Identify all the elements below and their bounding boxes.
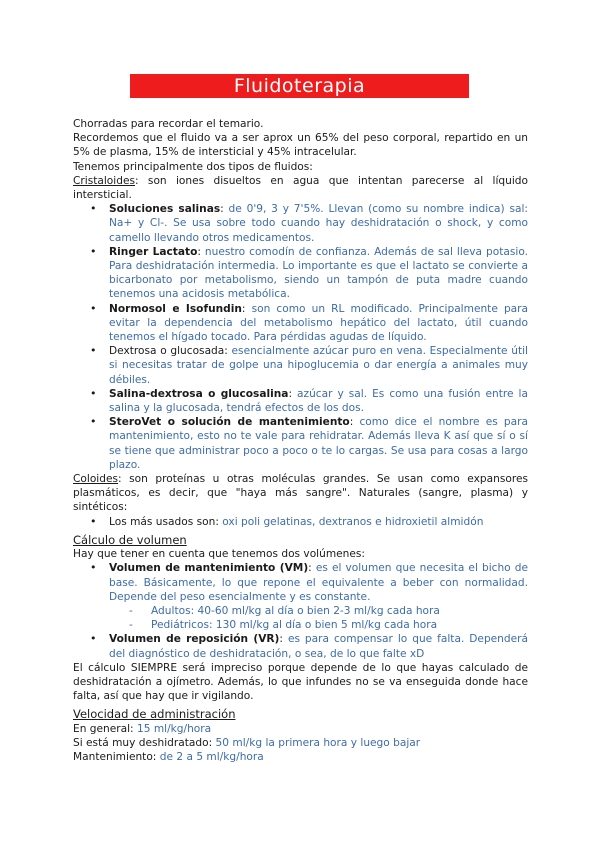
calculo-closing: El cálculo SIEMPRE será impreciso porque depende de lo que hayas calculado de deshidratación a ojímetro. Además, lo que infundes no se va enseguida donde hace falta, así que hay que ir vigilando. (73, 661, 528, 703)
item-name: Soluciones salinas (109, 203, 221, 216)
item-name: Ringer Lactato (109, 245, 198, 258)
intro-line: Recordemos que el fluido va a ser aprox un 65% del peso corporal, repartido en un 5% de plasma, 15% de intersticial y 45% intracelular. (73, 132, 528, 159)
volumes-list (73, 561, 528, 660)
sub-list-item: - Adultos: 40-60 ml/kg al día o bien 2-3 ml/kg cada hora (109, 604, 528, 618)
item-name: Volumen de mantenimiento (VM) (109, 562, 309, 575)
item-text: oxi poli gelatinas, dextranos e hidroxietil almidón (222, 515, 484, 528)
list-item (73, 515, 528, 529)
item-name: SteroVet o solución de mantenimiento (109, 416, 350, 429)
cristaloides-list (73, 202, 528, 472)
list-item: • Volumen de mantenimiento (VM): es el volumen que necesita el bicho de base. Básicamente, lo que repone el equivalente a beber con normalidad. Depende del peso esencialmente y es constante. - Adultos: 40-60 ml/kg al día o bien 2-3 ml/kg cada hora - Pediátricos: 130 ml/kg al día o bien 5 ml/kg cada hora (73, 561, 528, 632)
item-text: como dice el nombre es para mantenimiento, esto no te vale para rehidratar. Además lleva K así que sí o sí se tiene que administrar poco a poco o te lo cargas. Se usa para cosas a largo plazo. (109, 416, 528, 471)
sub-list-item: - Pediátricos: 130 ml/kg al día o bien 5 ml/kg cada hora (109, 618, 528, 632)
document-body (73, 117, 528, 764)
calculo-intro: Hay que tener en cuenta que tenemos dos volúmenes: (73, 548, 366, 561)
cristaloides-paragraph (73, 174, 528, 202)
item-text: es el volumen que necesita el bicho de base. Básicamente, lo que repone el equivalente a beber con normalidad. Depende del peso esencialmente y es constante. (109, 562, 529, 603)
list-item: • Dextrosa o glucosada: esencialmente azúcar puro en vena. Especialmente útil si necesitas tratar de golpe una hipoglucemia o dar energía a animales muy débiles. (73, 344, 528, 387)
item-label: Los más usados son: (109, 515, 223, 528)
page-title: Fluidoterapia (130, 74, 469, 98)
item-text: es para compensar lo que falta. Dependerá del diagnóstico de deshidratación, o sea, de lo que falte xD (109, 633, 528, 660)
item-text: nuestro comodín de confianza. Además de sal lleva potasio. Para deshidratación intermedia. Lo importante es que el lactato se convierte a bicarbonato por metabolismo, siendo un tampón de puta madre cuando tenemos una acidosis metabólica. (109, 245, 529, 301)
intro-line: Tenemos principalmente dos tipos de fluidos: (73, 160, 313, 173)
item-name: Dextrosa o glucosada (109, 345, 225, 358)
rate-row: Mantenimiento: de 2 a 5 ml/kg/hora (73, 750, 264, 763)
list-item: • Soluciones salinas: de 0'9, 3 y 7'5%. Llevan (como su nombre indica) sal: Na+ y Cl-. Se usa sobre todo cuando hay deshidratación o shock, y como camello llevando otros medicamentos. (73, 202, 528, 245)
section-heading-velocidad: Velocidad de administración (73, 707, 236, 722)
sub-list (109, 604, 528, 632)
list-item: • Volumen de reposición (VR): es para compensar lo que falta. Dependerá del diagnóstico de deshidratación, o sea, de lo que falte xD (73, 632, 528, 660)
rate-row: En general: 15 ml/kg/hora (73, 722, 212, 735)
coloides-term: Coloides (73, 473, 119, 486)
coloides-list (73, 515, 528, 529)
list-item: • SteroVet o solución de mantenimiento: como dice el nombre es para mantenimiento, esto no te vale para rehidratar. Además lleva K así que sí o sí se tiene que administrar poco a poco o te lo cargas. Se usa para cosas a largo plazo. (73, 415, 528, 472)
item-text: esencialmente azúcar puro en vena. Especialmente útil si necesitas tratar de golpe una hipoglucemia o dar energía a animales muy débiles. (109, 345, 528, 386)
item-name: Normosol e Isofundin (109, 302, 242, 315)
rate-row: Si está muy deshidratado: 50 ml/kg la primera hora y luego bajar (73, 736, 421, 749)
item-text: azúcar y sal. Es como una fusión entre la salina y la glucosada, tendrá efectos de los dos. (109, 387, 528, 415)
section-heading-calculo: Cálculo de volumen (73, 532, 187, 547)
list-item: • Ringer Lactato: nuestro comodín de confianza. Además de sal lleva potasio. Para deshidratación intermedia. Lo importante es que el lactato se convierte a bicarbonato por metabolismo, siendo un tampón de puta madre cuando tenemos una acidosis metabólica. (73, 245, 528, 302)
item-text: son como un RL modificado. Principalmente para evitar la dependencia del metabolismo hepático del lactato, útil cuando tenemos el hígado tocado. Para pérdidas agudas de líquido. (109, 302, 529, 344)
list-item: • Normosol e Isofundin: son como un RL modificado. Principalmente para evitar la dependencia del metabolismo hepático del lactato, útil cuando tenemos el hígado tocado. Para pérdidas agudas de líquido. (73, 302, 528, 345)
coloides-desc: : son proteínas u otras moléculas grandes. Se usan como expansores plasmáticos, es decir, que "haya más sangre". Naturales (sangre, plasma) y sintéticos: (73, 473, 528, 514)
intro-line: Chorradas para recordar el temario. (73, 118, 264, 130)
item-text: de 0'9, 3 y 7'5%. Llevan (como su nombre indica) sal: Na+ y Cl-. Se usa sobre todo cuando hay deshidratación o shock, y como camello llevando otros medicamentos. (109, 203, 528, 244)
list-item: • Salina-dextrosa o glucosalina: azúcar y sal. Es como una fusión entre la salina y la glucosada, tendrá efectos de los dos. (73, 387, 528, 415)
cristaloides-term: Cristaloides (73, 174, 135, 187)
cristaloides-desc: : son iones disueltos en agua que intentan parecerse al líquido intersticial. (73, 174, 528, 202)
coloides-paragraph (73, 472, 528, 515)
item-name: Salina-dextrosa o glucosalina (109, 387, 289, 400)
item-name: Volumen de reposición (VR) (109, 633, 280, 646)
